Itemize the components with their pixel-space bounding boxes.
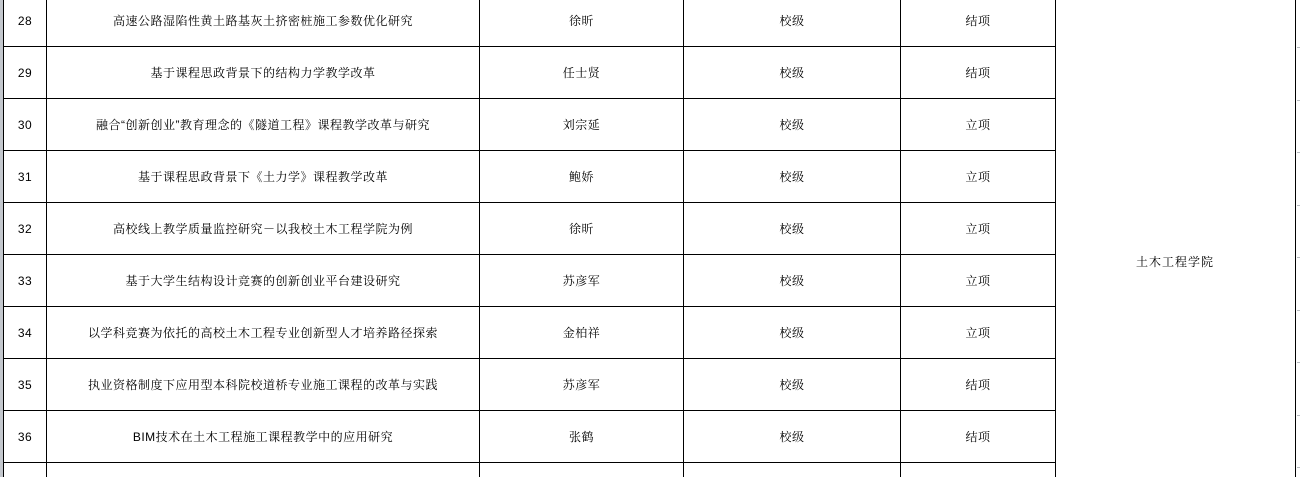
status-cell[interactable]: 立项 — [901, 99, 1056, 150]
project-title-cell[interactable]: 以学科竞赛为依托的高校土木工程专业创新型人才培养路径探索 — [47, 307, 480, 358]
table-row — [4, 307, 1056, 359]
row-number-cell[interactable]: 29 — [4, 47, 47, 98]
project-title-cell[interactable]: 融合“创新创业”教育理念的《隧道工程》课程教学改革与研究 — [47, 99, 480, 150]
table-row — [4, 203, 1056, 255]
row-number-cell[interactable]: 30 — [4, 99, 47, 150]
level-cell[interactable]: 校级 — [684, 307, 901, 358]
leader-cell[interactable]: 刘宗延 — [480, 99, 684, 150]
table-row — [4, 255, 1056, 307]
row-number-cell[interactable]: 35 — [4, 359, 47, 410]
project-title-cell[interactable]: 执业资格制度下应用型本科院校道桥专业施工课程的改革与实践 — [47, 359, 480, 410]
project-title-cell[interactable] — [47, 463, 480, 477]
project-title-cell[interactable]: BIM技术在土木工程施工课程教学中的应用研究 — [47, 411, 480, 462]
status-cell[interactable]: 立项 — [901, 203, 1056, 254]
level-cell[interactable]: 校级 — [684, 255, 901, 306]
level-cell[interactable]: 校级 — [684, 151, 901, 202]
projects-table — [3, 0, 1056, 477]
project-title-cell[interactable]: 基于课程思政背景下的结构力学教学改革 — [47, 47, 480, 98]
row-number-cell[interactable]: 33 — [4, 255, 47, 306]
level-cell[interactable]: 校级 — [684, 411, 901, 462]
status-cell[interactable]: 结项 — [901, 411, 1056, 462]
project-title-cell[interactable]: 高速公路湿陷性黄土路基灰土挤密桩施工参数优化研究 — [47, 0, 480, 46]
row-number-cell[interactable]: 28 — [4, 0, 47, 46]
table-row — [4, 47, 1056, 99]
level-cell[interactable]: 校级 — [684, 359, 901, 410]
level-cell[interactable]: 校级 — [684, 99, 901, 150]
status-cell[interactable]: 立项 — [901, 151, 1056, 202]
leader-cell[interactable]: 苏彦军 — [480, 359, 684, 410]
project-title-cell[interactable]: 基于大学生结构设计竞赛的创新创业平台建设研究 — [47, 255, 480, 306]
project-title-cell[interactable]: 基于课程思政背景下《土力学》课程教学改革 — [47, 151, 480, 202]
leader-cell[interactable] — [480, 463, 684, 477]
status-cell[interactable]: 结项 — [901, 47, 1056, 98]
leader-cell[interactable]: 鲍娇 — [480, 151, 684, 202]
table-row — [4, 0, 1056, 47]
row-number-cell[interactable]: 34 — [4, 307, 47, 358]
leader-cell[interactable]: 徐昕 — [480, 0, 684, 46]
row-number-cell[interactable] — [4, 463, 47, 477]
table-row — [4, 151, 1056, 203]
table-row — [4, 411, 1056, 463]
status-cell[interactable]: 立项 — [901, 307, 1056, 358]
level-cell[interactable]: 校级 — [684, 47, 901, 98]
college-merged-cell[interactable] — [1055, 0, 1296, 477]
table-row — [4, 99, 1056, 151]
status-cell[interactable] — [901, 463, 1056, 477]
row-number-cell[interactable]: 32 — [4, 203, 47, 254]
leader-cell[interactable]: 任士贤 — [480, 47, 684, 98]
college-label: 土木工程学院 — [1135, 255, 1214, 269]
status-cell[interactable]: 结项 — [901, 0, 1056, 46]
project-title-cell[interactable]: 高校线上教学质量监控研究－以我校土木工程学院为例 — [47, 203, 480, 254]
table-row — [4, 359, 1056, 411]
row-number-cell[interactable]: 31 — [4, 151, 47, 202]
table-row — [4, 463, 1056, 477]
leader-cell[interactable]: 苏彦军 — [480, 255, 684, 306]
leader-cell[interactable]: 金柏祥 — [480, 307, 684, 358]
status-cell[interactable]: 结项 — [901, 359, 1056, 410]
row-number-cell[interactable]: 36 — [4, 411, 47, 462]
leader-cell[interactable]: 徐昕 — [480, 203, 684, 254]
level-cell[interactable]: 校级 — [684, 0, 901, 46]
level-cell[interactable] — [684, 463, 901, 477]
level-cell[interactable]: 校级 — [684, 203, 901, 254]
status-cell[interactable]: 立项 — [901, 255, 1056, 306]
leader-cell[interactable]: 张鹤 — [480, 411, 684, 462]
